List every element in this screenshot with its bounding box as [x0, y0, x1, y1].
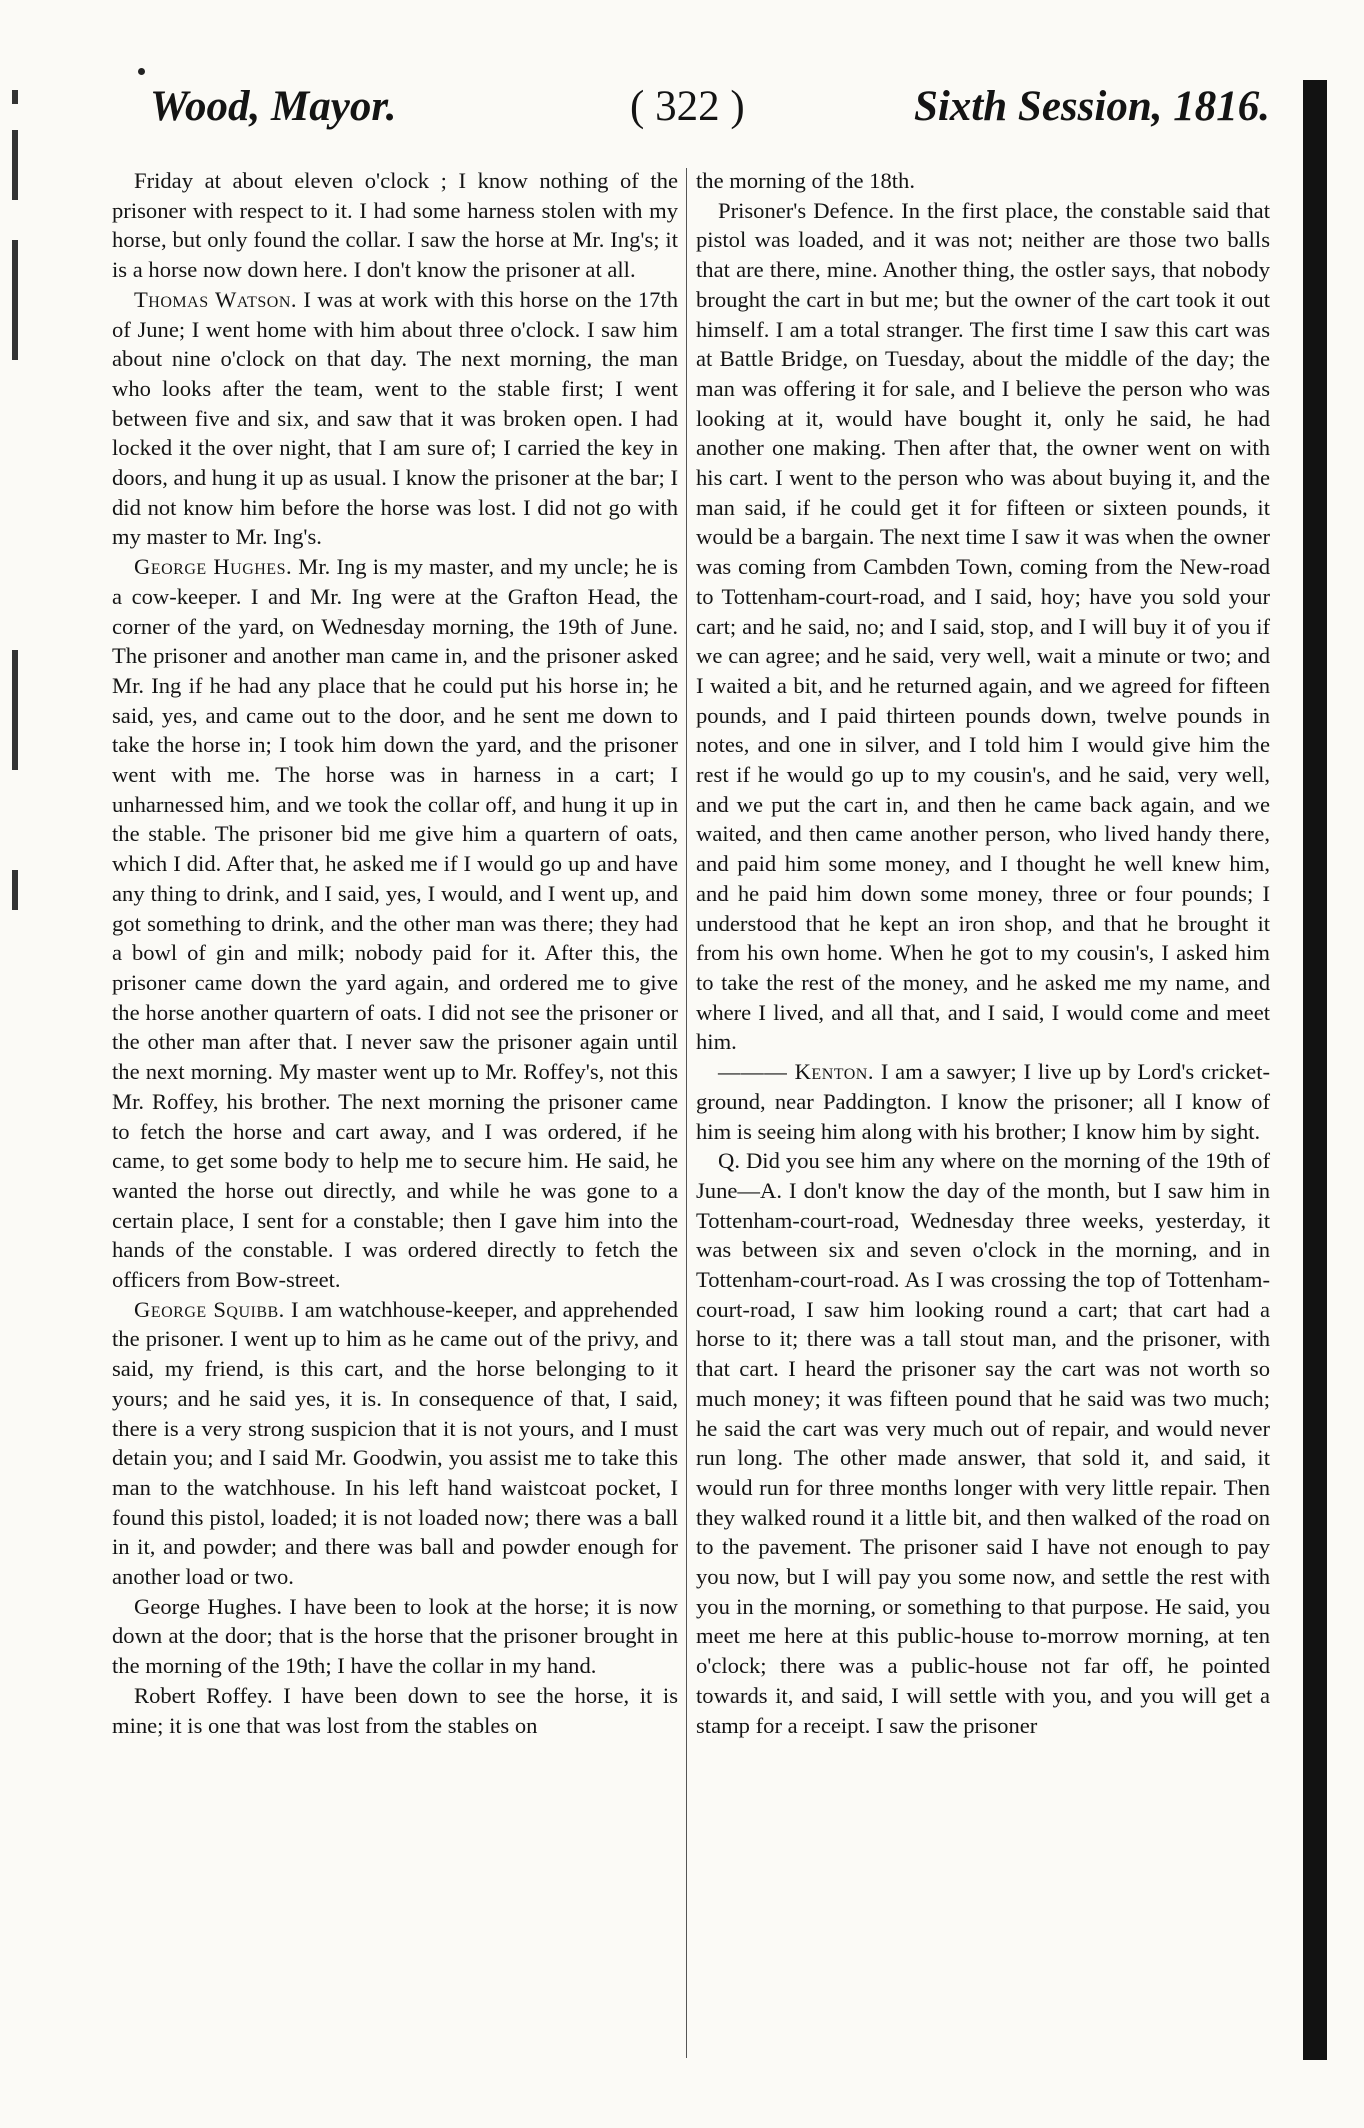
paragraph-text: Prisoner's Defence. In the first place, the constable said that pistol was loaded, and it was not; neither are those two balls that are there, mine. Another thing, the ostler says, that nobody brought the cart in but me; but the owner of the cart took it out himself. I am a total stranger. The first time I saw this cart was at Battle Bridge, on Tuesday, about the middle of the day; the man was offering it for sale, and I believe the person who was looking at it, would have bought it, only he said, he had another one making. Then after that, the owner went on with his cart. I went to the person who was about buying it, and the man said, if he could get it for fifteen or sixteen pounds, it would be a bargain. The next time I saw it was when the owner was coming from Cambden Town, coming from the New-road to Tottenham-court-road, and I said, hoy; have you sold your cart; and he said, no; and I said, stop, and I will buy it of you if we can agree; and he said, very well, wait a minute or two; and I waited a bit, and he returned again, and we agreed for fifteen pounds, and I paid thirteen pounds down, twelve pounds in notes, and one in silver, and I told him I would give him the rest if he would go up to my cousin's, and he said, very well, and we put the cart in, and then he came back again, and we waited, and then came another person, who lived handy there, and paid him some money, and I thought he well knew him, and he paid him down some money, three or four pounds; I understood that he kept an iron shop, and that he brought it from his own home. When he got to my cousin's, I asked him to take the rest of the money, and he asked me my name, and where I lived, and all that, and I said, I would come and meet him.	[696, 197, 1270, 1055]
paragraph-text: Robert Roffey. I have been down to see the horse, it is mine; it is one that was lost from the stables on	[112, 1682, 678, 1738]
paragraph	[112, 1592, 678, 1681]
paragraph	[696, 166, 1270, 196]
paragraph	[696, 1057, 1270, 1146]
scan-margin-marks	[6, 90, 26, 990]
running-header	[150, 82, 1270, 142]
ink-dot	[138, 68, 145, 75]
header-left: Wood, Mayor.	[150, 83, 397, 130]
speaker-name: George Squibb.	[134, 1296, 285, 1322]
paragraph-text: the morning of the 18th.	[696, 168, 915, 193]
paragraph	[112, 1681, 678, 1740]
page-edge-shadow	[1303, 80, 1327, 2060]
paragraph-text: Q. Did you see him any where on the morning of the 19th of June—A. I don't know the day of the month, but I saw him in Tottenham-court-road, Wednesday three weeks, yesterday, it was between six and seven o'clock in the morning, and in Tottenham-court-road. As I was crossing the top of Tottenham-court-road, I saw him looking round a cart; that cart had a horse to it; there was a tall stout man, and the prisoner, with that cart. I heard the prisoner say the cart was not worth so much money; it was fifteen pound that he said was two much; he said the cart was very much out of repair, and would never run long. The other made answer, that sold it, and said, it would run for three months longer with very little repair. Then they walked round it a little bit, and then walked of the road on to the pavement. The prisoner said I have not enough to pay you now, but I will pay you some now, and settle the rest with you in the morning, or something to that purpose. He said, you meet me here at this public-house to-morrow morning, at ten o'clock; there was a public-house not far off, he pointed towards it, and said, I will settle with you, and you will get a stamp for a receipt. I saw the prisoner	[696, 1148, 1270, 1738]
paragraph-text: Mr. Ing is my master, and my uncle; he is a cow-keeper. I and Mr. Ing were at the Grafton Head, the corner of the yard, on Wednesday morning, the 19th of June. The prisoner and another man came in, and the prisoner asked Mr. Ing if he had any place that he could put his horse in; he said, yes, and came out to the door, and he sent me down to take the horse in; I took him down the yard, and the prisoner went with me. The horse was in harness in a cart; I unharnessed him, and we took the collar off, and hung it up in the stable. The prisoner bid me give him a quartern of oats, which I did. After that, he asked me if I would go up and have any thing to drink, and I said, yes, I would, and I went up, and got something to drink, and the other man was there; they had a bowl of gin and milk; nobody paid for it. After this, the prisoner came down the yard again, and ordered me to give the horse another quartern of oats. I did not see the prisoner or the other man after that. I never saw the prisoner again until the next morning. My master went up to Mr. Roffey's, not this Mr. Roffey, his brother. The next morning the prisoner came to fetch the horse and cart away, and I was ordered, if he came, to get some body to help me to secure him. He said, he wanted the horse out directly, and while he was gone to a certain place, I sent for a constable; then I gave him into the hands of the constable. I was ordered directly to fetch the officers from Bow-street.	[112, 554, 678, 1293]
speaker-name: Thomas Watson.	[134, 286, 298, 312]
paragraph	[112, 166, 678, 285]
speaker-name: George Hughes.	[134, 554, 293, 580]
paragraph-text: I am a sawyer; I live up by Lord's cricket-ground, near Paddington. I know the prisoner; all I know of him is seeing him along with his brother; I know him by sight.	[696, 1059, 1270, 1144]
paragraph	[112, 552, 678, 1295]
paragraph	[696, 1146, 1270, 1740]
paragraph-text: George Hughes. I have been to look at the horse; it is now down at the door; that is the horse that the prisoner brought in the morning of the 19th; I have the collar in my hand.	[112, 1593, 678, 1679]
left-column	[112, 166, 678, 1740]
paragraph-text: Friday at about eleven o'clock ; I know nothing of the prisoner with respect to it. I had some harness stolen with my horse, but only found the collar. I saw the horse at Mr. Ing's; it is a horse now down here. I don't know the prisoner at all.	[112, 168, 678, 283]
paragraph-text: I was at work with this horse on the 17th of June; I went home with him about three o'clock. I saw him about nine o'clock on that day. The next morning, the man who looks after the team, went to the stable first; I went between five and six, and saw that it was broken open. I had locked it the over night, that I am sure of; I carried the key in doors, and hung it up as usual. I know the prisoner at the bar; I did not know him before the horse was lost. I did not go with my master to Mr. Ing's.	[112, 286, 678, 550]
speaker-name: ——— Kenton.	[718, 1059, 874, 1085]
paragraph	[696, 196, 1270, 1057]
paragraph-text: I am watchhouse-keeper, and apprehended the prisoner. I went up to him as he came out of the privy, and said, my friend, is this cart, and the horse belonging to it yours; and he said yes, it is. In consequence of that, I said, there is a very strong suspicion that it is not yours, and I must detain you; and I said Mr. Goodwin, you assist me to take this man to the watchhouse. In his left hand waistcoat pocket, I found this pistol, loaded; it is not loaded now; there was a ball in it, and powder; and there was ball and powder enough for another load or two.	[112, 1296, 678, 1590]
page-number: ( 322 )	[630, 83, 745, 130]
column-divider	[686, 168, 687, 2058]
right-column	[696, 166, 1270, 1740]
header-right: Sixth Session, 1816.	[913, 83, 1270, 130]
paragraph	[112, 1295, 678, 1592]
paragraph	[112, 285, 678, 552]
